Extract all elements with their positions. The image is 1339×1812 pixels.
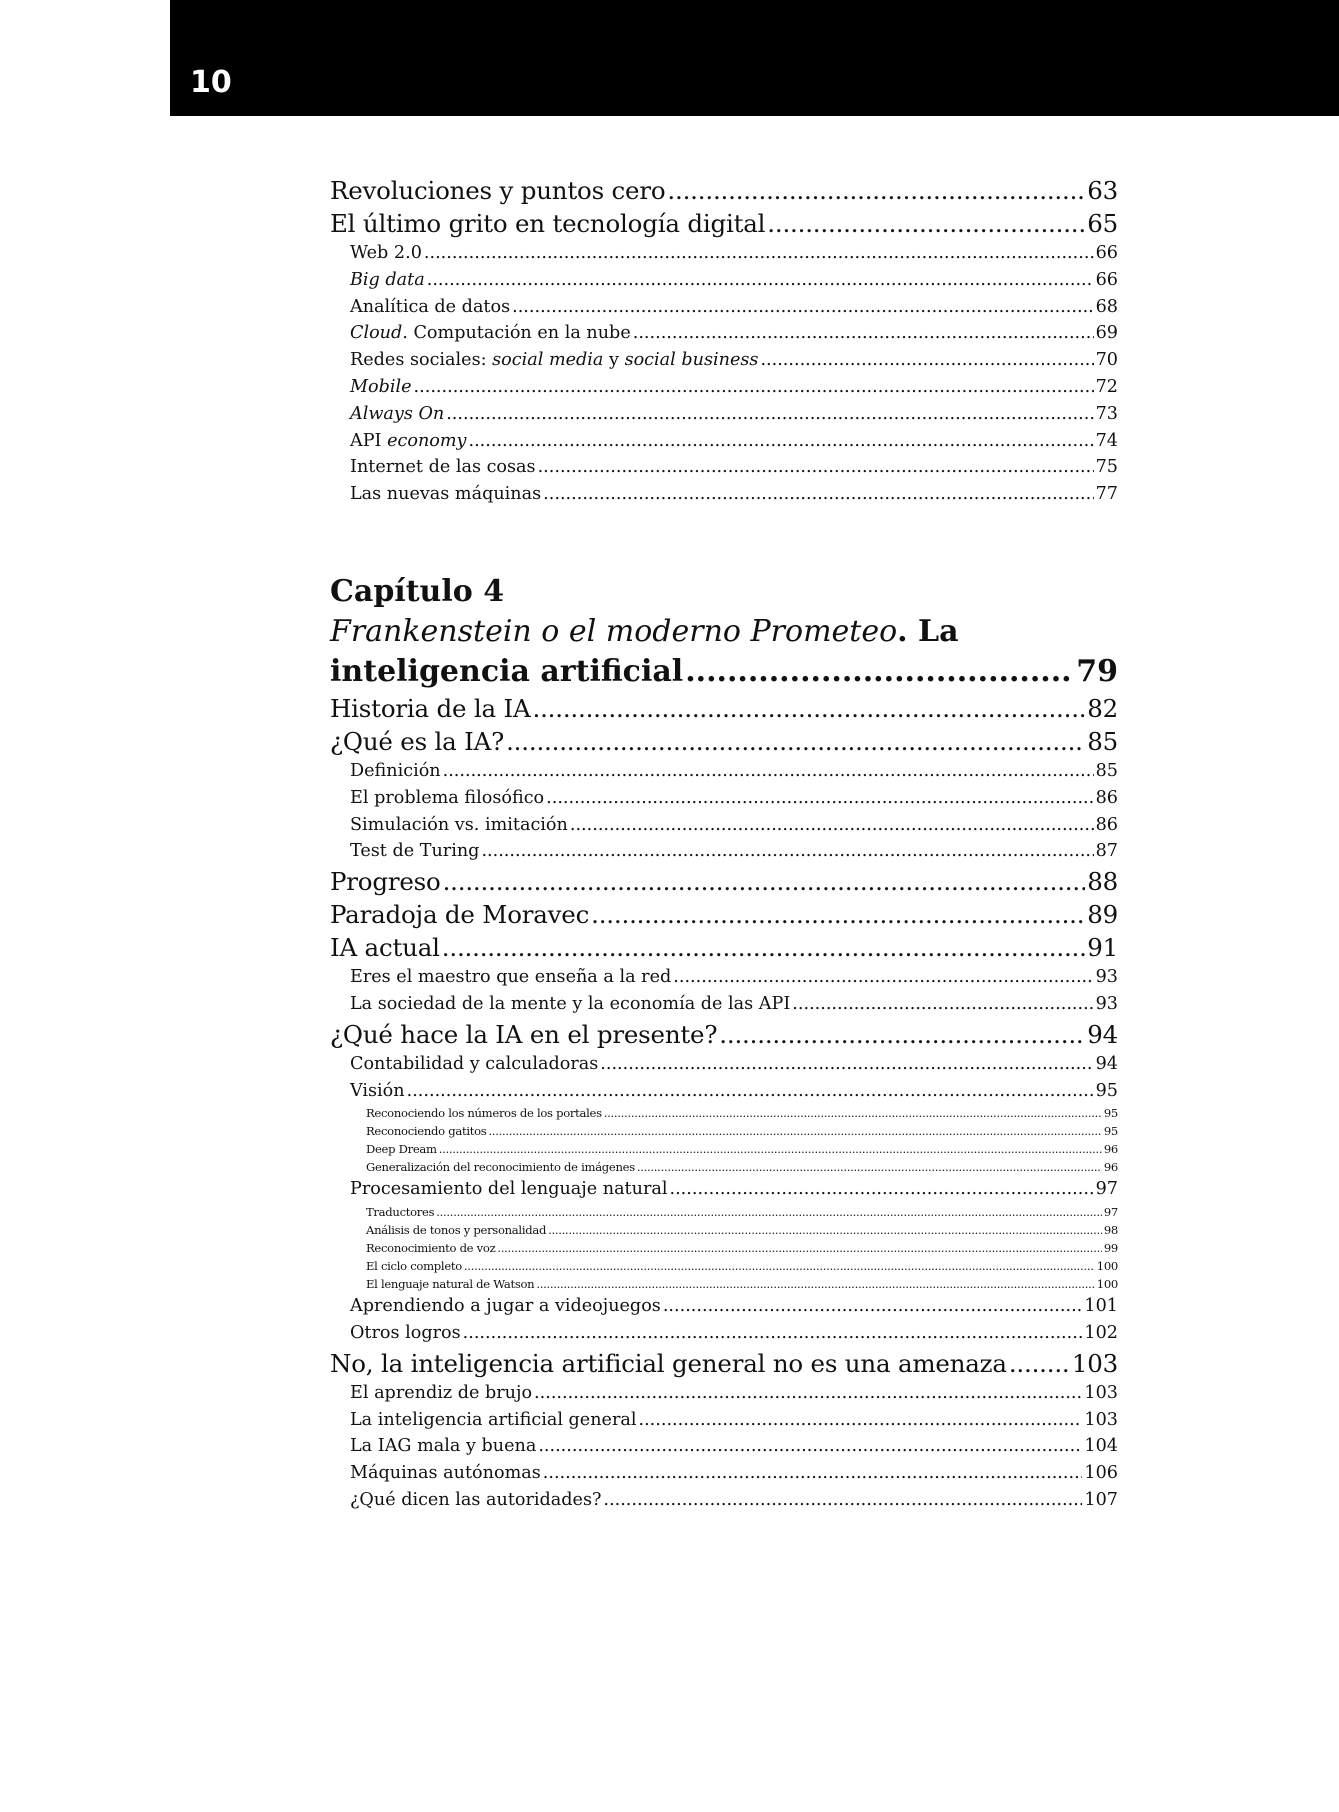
- toc-section-chapter: [330, 692, 1118, 1514]
- toc-title-italic: social media: [492, 350, 604, 371]
- toc-entry-title: [330, 692, 530, 725]
- toc-entry-page: 89: [1087, 900, 1118, 930]
- toc-title-text: Web 2.0: [350, 243, 422, 263]
- toc-entry-title: [330, 207, 765, 240]
- toc-entry-page: 106: [1084, 1463, 1118, 1484]
- toc-title-text: Definición: [350, 760, 441, 781]
- toc-entry-page: 93: [1095, 967, 1118, 988]
- toc-entry-page: 72: [1095, 376, 1118, 397]
- toc-entry-page: 97: [1095, 1179, 1118, 1200]
- toc-entry-page: 95: [1095, 1080, 1118, 1101]
- leader-dots: [673, 964, 1093, 991]
- toc-entry-page: 85: [1087, 726, 1118, 756]
- leader-dots: [442, 931, 1085, 964]
- leader-dots: [443, 865, 1086, 898]
- toc-entry-level1[interactable]: [330, 898, 1118, 931]
- toc-entry-page: 96: [1103, 1160, 1118, 1175]
- leader-dots: [469, 428, 1094, 455]
- chapter-heading: [330, 572, 1118, 692]
- toc-title-text: No, la inteligencia artificial general no es una amenaza: [330, 1348, 1007, 1378]
- toc-entry-level2[interactable]: [330, 991, 1118, 1018]
- leader-dots: [538, 1433, 1082, 1460]
- toc-entry-level3[interactable]: [330, 1221, 1118, 1239]
- toc-entry-title: [330, 1018, 717, 1051]
- toc-title-text: El lenguaje natural de Watson: [366, 1277, 535, 1292]
- toc-entry-page: 87: [1095, 841, 1118, 862]
- toc-entry-level3[interactable]: [330, 1275, 1118, 1293]
- leader-dots: [637, 1158, 1102, 1176]
- toc-title-text: Analítica de datos: [350, 296, 511, 317]
- toc-entry-page: 86: [1095, 814, 1118, 835]
- leader-dots: [536, 1275, 1094, 1293]
- toc-entry-page: 103: [1071, 1348, 1118, 1378]
- toc-title-text: Simulación vs. imitación: [350, 814, 568, 835]
- leader-dots: [600, 1051, 1093, 1078]
- toc-entry-page: 95: [1103, 1124, 1118, 1139]
- page-header-bar: [170, 0, 1339, 116]
- toc-title-text: Procesamiento del lenguaje natural: [350, 1179, 668, 1200]
- toc-entry-page: 66: [1095, 269, 1118, 290]
- toc-entry-level2[interactable]: [330, 347, 1118, 374]
- toc-entry-level1[interactable]: [330, 865, 1118, 898]
- toc-entry-title: [350, 294, 510, 321]
- leader-dots: [512, 294, 1093, 321]
- page-number: 10: [190, 65, 232, 100]
- toc-entry-page: 68: [1095, 296, 1118, 317]
- toc-entry-title: [366, 1257, 462, 1275]
- toc-entry-title: [330, 931, 440, 964]
- toc-entry-page: 66: [1095, 243, 1118, 263]
- toc-section-top: [330, 174, 1118, 508]
- toc-entry-title: [366, 1221, 546, 1239]
- toc-entry-level2[interactable]: [330, 1460, 1118, 1487]
- toc-entry-level1[interactable]: [330, 207, 1118, 240]
- toc-title-italic: Mobile: [350, 376, 412, 397]
- toc-entry-page: 70: [1095, 350, 1118, 371]
- toc-title-text: Reconociendo los números de los portales: [366, 1106, 602, 1121]
- toc-entry-title: [350, 401, 444, 428]
- toc-entry-page: 82: [1087, 693, 1118, 723]
- toc-title-text: Análisis de tonos y personalidad: [366, 1223, 547, 1238]
- toc-title-text: Deep Dream: [366, 1142, 437, 1157]
- leader-dots: [667, 174, 1085, 207]
- leader-dots: [464, 1257, 1095, 1275]
- toc-entry-page: 103: [1084, 1409, 1118, 1430]
- chapter-title-italic: Frankenstein o el moderno Prometeo: [330, 613, 898, 649]
- toc-entry-title: [350, 1078, 405, 1105]
- leader-dots: [481, 838, 1093, 865]
- toc-title-text: Otros logros: [350, 1322, 461, 1343]
- toc-entry-page: 96: [1103, 1142, 1118, 1157]
- toc-title-text: Redes sociales:: [350, 350, 493, 371]
- leader-dots: [639, 1407, 1083, 1434]
- toc-entry-title: [366, 1158, 635, 1176]
- toc-entry-page: 102: [1084, 1322, 1118, 1343]
- toc-entry-title: [350, 267, 425, 294]
- toc-entry-level2[interactable]: [330, 758, 1118, 785]
- toc-entry-level2[interactable]: [330, 240, 1118, 267]
- leader-dots: [1009, 1347, 1070, 1380]
- toc-entry-level1[interactable]: [330, 1018, 1118, 1051]
- toc-entry-title: [350, 838, 479, 865]
- leader-dots: [603, 1487, 1082, 1514]
- toc-entry-level3[interactable]: [330, 1203, 1118, 1221]
- toc-entry-title: [366, 1275, 534, 1293]
- toc-title-text: ¿Qué es la IA?: [330, 726, 505, 756]
- leader-dots: [538, 454, 1094, 481]
- toc-entry-page: 99: [1103, 1241, 1118, 1256]
- toc-entry-page: 101: [1084, 1296, 1118, 1317]
- toc-title-text: Contabilidad y calculadoras: [350, 1053, 599, 1074]
- toc-entry-page: 103: [1084, 1382, 1118, 1403]
- toc-title-text: ¿Qué hace la IA en el presente?: [330, 1019, 718, 1049]
- leader-dots: [767, 207, 1085, 240]
- toc-entry-level2[interactable]: [330, 1433, 1118, 1460]
- leader-dots: [446, 401, 1093, 428]
- toc-title-text: El aprendiz de brujo: [350, 1382, 533, 1403]
- toc-entry-level2[interactable]: [330, 785, 1118, 812]
- toc-entry-title: [350, 1460, 541, 1487]
- chapter-title-sep: .: [897, 613, 919, 649]
- toc-entry-level2[interactable]: [330, 1078, 1118, 1105]
- toc-entry-page: 95: [1103, 1106, 1118, 1121]
- leader-dots: [663, 1293, 1083, 1320]
- toc-entry-level1[interactable]: [330, 931, 1118, 964]
- toc-entry-level2[interactable]: [330, 964, 1118, 991]
- chapter-page: 79: [1076, 653, 1118, 689]
- toc-entry-title: [350, 1407, 637, 1434]
- toc-title-italic: Cloud.: [350, 323, 408, 344]
- toc-entry-page: 97: [1103, 1205, 1118, 1220]
- toc-entry-title: [350, 758, 441, 785]
- toc-entry-title: [330, 725, 504, 758]
- leader-dots: [488, 1122, 1101, 1140]
- toc-entry-title: [350, 240, 422, 267]
- leader-dots: [427, 267, 1094, 294]
- toc-title-text: La IAG mala y buena: [350, 1436, 537, 1457]
- leader-dots: [439, 1140, 1102, 1158]
- leader-dots: [792, 991, 1093, 1018]
- toc-entry-level2[interactable]: [330, 1293, 1118, 1320]
- toc-entry-level2[interactable]: [330, 454, 1118, 481]
- toc-entry-title: [350, 374, 412, 401]
- leader-dots: [534, 1380, 1082, 1407]
- leader-dots: [463, 1320, 1083, 1347]
- toc-entry-title: [350, 1487, 601, 1514]
- table-of-contents: [330, 174, 1118, 1514]
- toc-title-text: Eres el maestro que enseña a la red: [350, 967, 672, 988]
- toc-title-text: Máquinas autónomas: [350, 1463, 541, 1484]
- leader-dots: [546, 785, 1093, 812]
- toc-title-text: Aprendiendo a jugar a videojuegos: [350, 1296, 661, 1317]
- toc-title-text: Paradoja de Moravec: [330, 900, 590, 930]
- toc-entry-title: [350, 481, 541, 508]
- toc-title-text: Test de Turing: [350, 841, 480, 862]
- toc-title-text: Generalización del reconocimiento de imágenes: [366, 1160, 635, 1175]
- leader-dots: [670, 1176, 1094, 1203]
- toc-entry-title: [350, 964, 671, 991]
- toc-title-text: ¿Qué dicen las autoridades?: [350, 1489, 602, 1510]
- leader-dots: [685, 652, 1074, 692]
- toc-entry-page: 88: [1087, 867, 1118, 897]
- leader-dots: [760, 347, 1093, 374]
- toc-entry-title: [350, 1380, 532, 1407]
- toc-entry-title: [350, 1176, 668, 1203]
- toc-entry-page: 100: [1096, 1277, 1118, 1292]
- toc-entry-page: 75: [1095, 457, 1118, 478]
- toc-entry-level2[interactable]: [330, 267, 1118, 294]
- toc-entry-page: 74: [1095, 430, 1118, 451]
- toc-entry-title: [350, 1433, 536, 1460]
- toc-title-italic: social business: [624, 350, 759, 371]
- toc-title-text: Traductores: [366, 1205, 435, 1220]
- chapter-title-line2-text: inteligencia artificial: [330, 653, 684, 689]
- leader-dots: [591, 898, 1085, 931]
- toc-entry-title: [350, 1293, 661, 1320]
- toc-entry-level2[interactable]: [330, 401, 1118, 428]
- toc-title-text: API: [350, 430, 388, 451]
- toc-title-text: Progreso: [330, 867, 441, 897]
- toc-entry-title: [350, 320, 631, 347]
- toc-entry-title: [330, 865, 441, 898]
- toc-title-text: Revoluciones y puntos cero: [330, 176, 666, 205]
- toc-entry-level3[interactable]: [330, 1257, 1118, 1275]
- toc-entry-title: [350, 1320, 461, 1347]
- toc-entry-title: [350, 428, 467, 455]
- toc-entry-title: [366, 1203, 434, 1221]
- toc-entry-title: [350, 812, 568, 839]
- toc-title-text: El ciclo completo: [366, 1259, 462, 1274]
- toc-entry-level2[interactable]: [330, 1487, 1118, 1514]
- toc-title-text: La sociedad de la mente y la economía de las API: [350, 993, 791, 1014]
- toc-title-text: Las nuevas máquinas: [350, 484, 542, 505]
- toc-title-text: Reconociendo gatitos: [366, 1124, 487, 1139]
- toc-entry-level2[interactable]: [330, 294, 1118, 321]
- toc-title-text: IA actual: [330, 933, 440, 963]
- toc-entry-title: [350, 991, 790, 1018]
- toc-entry-page: 104: [1084, 1436, 1118, 1457]
- leader-dots: [506, 725, 1085, 758]
- chapter-title-line1: [330, 612, 1118, 652]
- toc-entry-level3[interactable]: [330, 1158, 1118, 1176]
- toc-entry-level1[interactable]: [330, 692, 1118, 725]
- chapter-title-line2[interactable]: [330, 652, 1118, 692]
- toc-title-text: La inteligencia artificial general: [350, 1409, 637, 1430]
- toc-entry-title: [350, 347, 758, 374]
- toc-entry-title: [366, 1239, 495, 1257]
- leader-dots: [633, 320, 1094, 347]
- toc-entry-title: [366, 1122, 486, 1140]
- toc-title-italic: Always On: [350, 403, 445, 424]
- toc-title-text: El último grito en tecnología digital: [330, 209, 766, 238]
- toc-entry-page: 107: [1084, 1489, 1118, 1510]
- toc-entry-title: [330, 898, 589, 931]
- leader-dots: [570, 812, 1094, 839]
- toc-title-italic: economy: [387, 430, 467, 451]
- toc-entry-level3[interactable]: [330, 1140, 1118, 1158]
- toc-entry-level2[interactable]: [330, 812, 1118, 839]
- leader-dots: [414, 374, 1094, 401]
- toc-entry-level2[interactable]: [330, 320, 1118, 347]
- toc-entry-level2[interactable]: [330, 838, 1118, 865]
- toc-entry-title: [330, 174, 665, 207]
- toc-entry-level3[interactable]: [330, 1104, 1118, 1122]
- leader-dots: [604, 1104, 1102, 1122]
- toc-entry-level2[interactable]: [330, 1176, 1118, 1203]
- toc-entry-level2[interactable]: [330, 481, 1118, 508]
- leader-dots: [548, 1221, 1102, 1239]
- toc-title-text: Reconocimiento de voz: [366, 1241, 496, 1256]
- leader-dots: [443, 758, 1094, 785]
- toc-entry-page: 63: [1087, 176, 1118, 205]
- toc-title-text: El problema filosófico: [350, 787, 545, 808]
- leader-dots: [407, 1078, 1094, 1105]
- toc-title-text: y: [603, 350, 625, 371]
- toc-entry-page: 93: [1095, 993, 1118, 1014]
- toc-entry-page: 77: [1095, 484, 1118, 505]
- toc-entry-page: 91: [1087, 933, 1118, 963]
- leader-dots: [424, 240, 1094, 267]
- toc-title-italic: Big data: [350, 269, 425, 290]
- toc-entry-title: [350, 785, 544, 812]
- toc-entry-level3[interactable]: [330, 1122, 1118, 1140]
- toc-title-text: Internet de las cosas: [350, 457, 536, 478]
- toc-title-text: Computación en la nube: [407, 323, 631, 344]
- leader-dots: [543, 481, 1093, 508]
- toc-entry-level1[interactable]: [330, 174, 1118, 207]
- toc-entry-level1[interactable]: [330, 1347, 1118, 1380]
- chapter-label: Capítulo 4: [330, 573, 505, 609]
- toc-entry-page: 94: [1087, 1019, 1118, 1049]
- toc-entry-level1[interactable]: [330, 725, 1118, 758]
- toc-entry-level2[interactable]: [330, 1380, 1118, 1407]
- toc-entry-page: 98: [1103, 1223, 1118, 1238]
- toc-entry-title: [366, 1140, 437, 1158]
- leader-dots: [497, 1239, 1101, 1257]
- toc-entry-level2[interactable]: [330, 428, 1118, 455]
- toc-entry-level3[interactable]: [330, 1239, 1118, 1257]
- toc-entry-page: 94: [1095, 1053, 1118, 1074]
- toc-entry-title: [366, 1104, 602, 1122]
- toc-entry-page: 69: [1095, 323, 1118, 344]
- toc-entry-page: 100: [1096, 1259, 1118, 1274]
- toc-entry-title: [330, 1347, 1007, 1380]
- toc-entry-page: 85: [1095, 760, 1118, 781]
- toc-title-text: Historia de la IA: [330, 693, 531, 723]
- toc-entry-level2[interactable]: [330, 1320, 1118, 1347]
- leader-dots: [532, 692, 1085, 725]
- toc-entry-page: 86: [1095, 787, 1118, 808]
- chapter-title-rest: La: [918, 613, 959, 649]
- toc-entry-title: [350, 454, 536, 481]
- toc-entry-level2[interactable]: [330, 374, 1118, 401]
- leader-dots: [436, 1203, 1102, 1221]
- toc-entry-level2[interactable]: [330, 1051, 1118, 1078]
- toc-entry-page: 65: [1087, 209, 1118, 238]
- toc-entry-level2[interactable]: [330, 1407, 1118, 1434]
- toc-title-text: Visión: [350, 1080, 405, 1101]
- toc-entry-title: [350, 1051, 598, 1078]
- toc-entry-page: 73: [1095, 403, 1118, 424]
- leader-dots: [719, 1018, 1085, 1051]
- leader-dots: [543, 1460, 1083, 1487]
